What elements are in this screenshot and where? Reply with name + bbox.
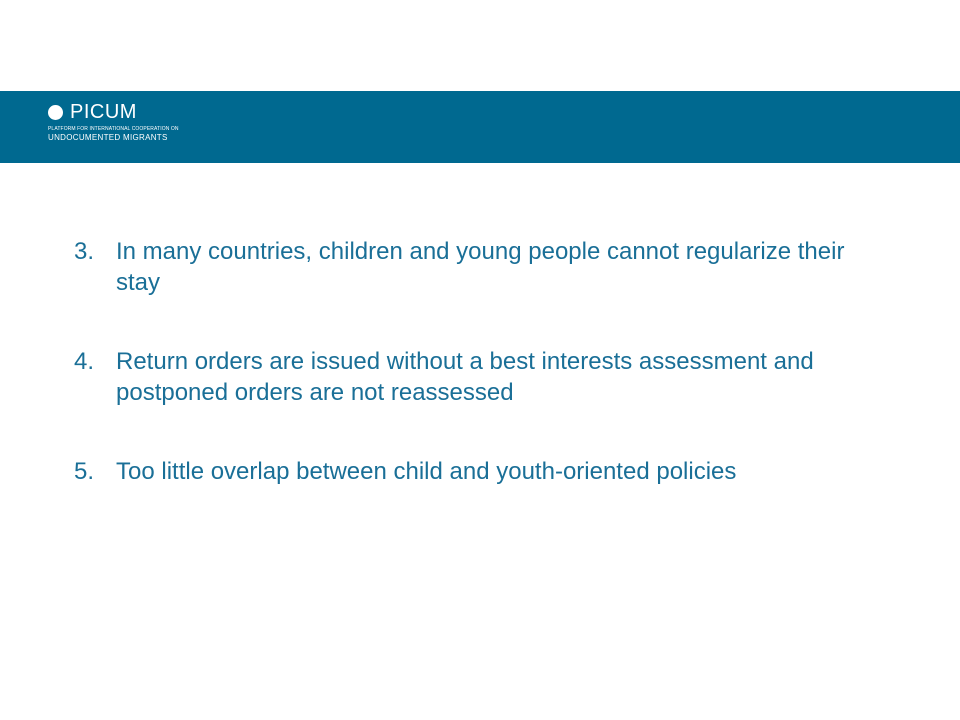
list-item-number: 4. — [74, 348, 95, 375]
list-item-number: 3. — [74, 238, 95, 265]
circle-logo-icon — [48, 105, 63, 120]
list-item-text: Return orders are issued without a best interests assessment and postponed orders are not reassessed — [116, 348, 814, 406]
list-item-text: Too little overlap between child and youth-oriented policies — [116, 458, 737, 485]
numbered-list — [74, 236, 894, 487]
logo-name: PICUM — [70, 101, 137, 123]
picum-logo — [48, 101, 179, 143]
logo-subtitle-line2: UNDOCUMENTED MIGRANTS — [48, 133, 168, 142]
header-band — [0, 91, 960, 163]
list-item-number: 5. — [74, 458, 95, 485]
list-item-text: In many countries, children and young people cannot regularize their stay — [116, 238, 845, 296]
list-item — [74, 236, 894, 298]
list-item — [74, 346, 894, 408]
logo-subtitle-line1: PLATFORM FOR INTERNATIONAL COOPERATION ON — [48, 126, 179, 132]
list-item — [74, 456, 894, 487]
